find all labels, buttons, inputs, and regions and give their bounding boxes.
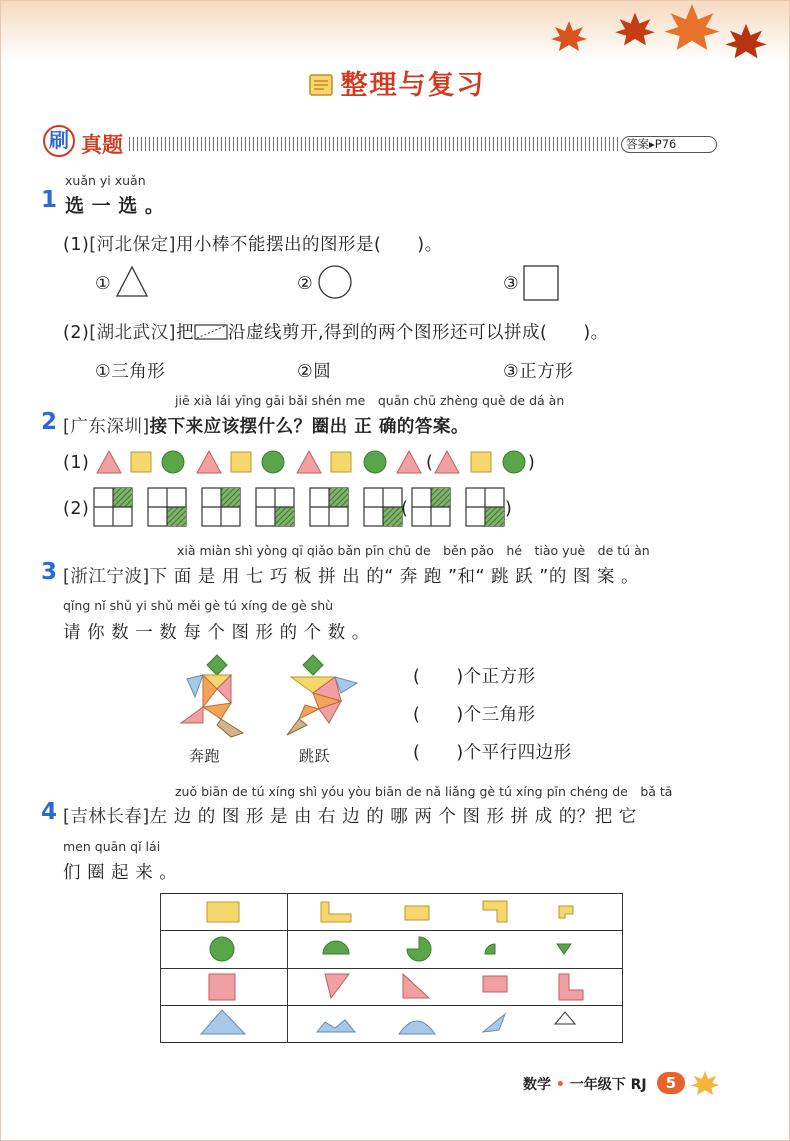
target-square [209,974,235,1000]
answer-page: P76 [654,137,677,151]
figure-label-running: 奔跑 [189,747,221,765]
grid-square [94,488,132,526]
q4-shape-table [160,893,623,1043]
large-triangle[interactable] [403,974,429,998]
footer-grade: 一年级下 RJ [569,1077,647,1093]
q3-answer-squares[interactable]: ( )个正方形 [413,667,536,687]
q3-pinyin-2: qǐng nǐ shǔ yi shǔ měi gè tú xíng de gè shù [63,598,334,613]
target-rectangle [207,902,239,922]
grid-square [148,488,186,526]
q1-option2-label: ② [297,274,314,294]
grid-square [364,488,402,526]
pink-rectangle[interactable] [483,976,507,992]
q2-paren-close-1: ) [528,453,536,473]
page-title-row [1,63,790,102]
answer-reference: 答案▸P76 [621,136,717,153]
q3-text-1: 下 面 是 用 七 巧 板 拼 出 的“ 奔 跑 ”和“ 跳 跃 ”的 图 案 。 [149,567,640,587]
q2-paren-close-2: ) [505,499,513,519]
answer-grid-square[interactable] [412,488,450,526]
q2-region: [广东深圳] [63,417,150,437]
q1-option1-label: ① [95,274,112,294]
scroll-icon [307,72,335,98]
maple-leaf-icon [613,9,657,49]
q3-line-1 [63,563,639,588]
grid-square [202,488,240,526]
q1-part1 [63,231,443,256]
maple-leaf-icon [661,1,723,53]
small-sector[interactable] [557,944,571,954]
q1-part2-text-before: 把 [175,323,194,343]
q1-part2-label: (2) [63,323,90,343]
dashed-rectangle-icon [194,323,228,341]
pink-l-shape[interactable] [559,974,583,1000]
q4-number: 4 [41,799,58,825]
small-rectangle[interactable] [405,906,429,920]
arch-shape[interactable] [399,1021,435,1034]
q1-part2 [63,319,609,344]
q2-hatched-squares [93,487,513,527]
square-option[interactable] [523,265,559,301]
footer-subject: 数学 [523,1077,551,1093]
q1-part1-label: (1) [63,235,90,255]
q3-region: [浙江宁波] [63,567,150,587]
q4-text-2: 们 圈 起 来 。 [63,863,178,883]
target-circle [210,937,234,961]
q3-answer-triangles[interactable]: ( )个三角形 [413,705,536,725]
outline-triangle[interactable] [555,1012,575,1024]
q3-pinyin-1: xià miàn shì yòng qī qiǎo bǎn pīn chū de běn pǎo hé tiào yuè de tú àn [177,543,650,558]
q1-title: 选 一 选 。 [65,195,165,217]
q4-region: [吉林长春] [63,807,150,827]
q4-text-1: 左 边 的 图 形 是 由 右 边 的 哪 两 个 图 形 拼 成 的？把 它 [149,807,637,827]
q3-number: 3 [41,559,58,585]
q1-pinyin: xuǎn yi xuǎn [65,173,146,188]
q3-text-2: 请 你 数 一 数 每 个 图 形 的 个 数 。 [63,623,370,643]
page-number: 5 [657,1072,685,1094]
semicircle[interactable] [323,941,349,954]
right-triangle[interactable] [325,974,349,998]
triangle-option[interactable] [115,264,149,298]
footer: 数学 • 一年级下 RJ [523,1077,647,1093]
section-divider [129,137,619,151]
grid-square [310,488,348,526]
maple-leaf-icon [689,1067,721,1099]
q4-pinyin-2: men quān qǐ lái [63,839,161,854]
page-title: 整理与复习 [340,70,486,101]
section-label: 真题 [81,133,123,157]
q2-pinyin: jiē xià lái yīng gāi bǎi shén me quān chū zhèng què de dá àn [175,393,565,408]
q3-answer-parallelograms[interactable]: ( )个平行四边形 [413,743,572,763]
q1-option3-label: ③ [503,274,520,294]
figure-label-jumping: 跳跃 [299,747,331,765]
grid-square [256,488,294,526]
q2-text: 接下来应该摆什么？圈出 正 确的答案。 [149,417,469,437]
l-shape[interactable] [321,902,351,922]
jumping-tangram-figure [279,653,361,739]
q2-part2-label: (2) [63,499,90,519]
maple-leaf-icon [549,19,589,53]
quarter-circle[interactable] [485,944,495,954]
q1-number: 1 [41,187,58,213]
step-shape[interactable] [483,901,507,922]
circle-option[interactable] [317,264,353,300]
q1-part2-option3[interactable]: ③正方形 [503,362,574,382]
q4-line-1 [63,803,637,828]
q2-part1-label: (1) [63,453,90,473]
q1-part2-region: [湖北武汉] [89,323,176,343]
section-badge: 刷 [43,125,75,157]
q2-line [63,413,469,438]
maple-leaf-icon [723,21,769,61]
three-quarter-circle[interactable] [407,937,431,961]
q2-paren-open-1: ( [426,453,434,473]
q2-answer-choices-1[interactable] [433,447,529,477]
q4-shape-grid [161,894,621,1042]
q4-pinyin-1: zuǒ biān de tú xíng shì yóu yòu biān de nǎ liǎng gè tú xíng pīn chéng de bǎ tā [175,784,673,799]
q2-paren-open-2: ( [401,499,409,519]
running-tangram-figure [173,653,249,739]
wavy-shape[interactable] [317,1020,355,1032]
q1-part1-region: [河北保定] [89,235,176,255]
small-step-shape[interactable] [559,906,573,918]
q2-number: 2 [41,409,58,435]
thin-triangle[interactable] [483,1014,505,1032]
q1-part2-text-after: 沿虚线剪开,得到的两个图形还可以拼成( )。 [227,323,609,343]
answer-label: 答案 [626,137,649,151]
q1-part2-option1[interactable]: ①三角形 [95,362,166,382]
q1-part1-text: 用小棒不能摆出的图形是( )。 [175,235,443,255]
answer-grid-square[interactable] [466,488,504,526]
q1-part2-option2[interactable]: ②圆 [297,362,332,382]
target-triangle [201,1010,245,1034]
